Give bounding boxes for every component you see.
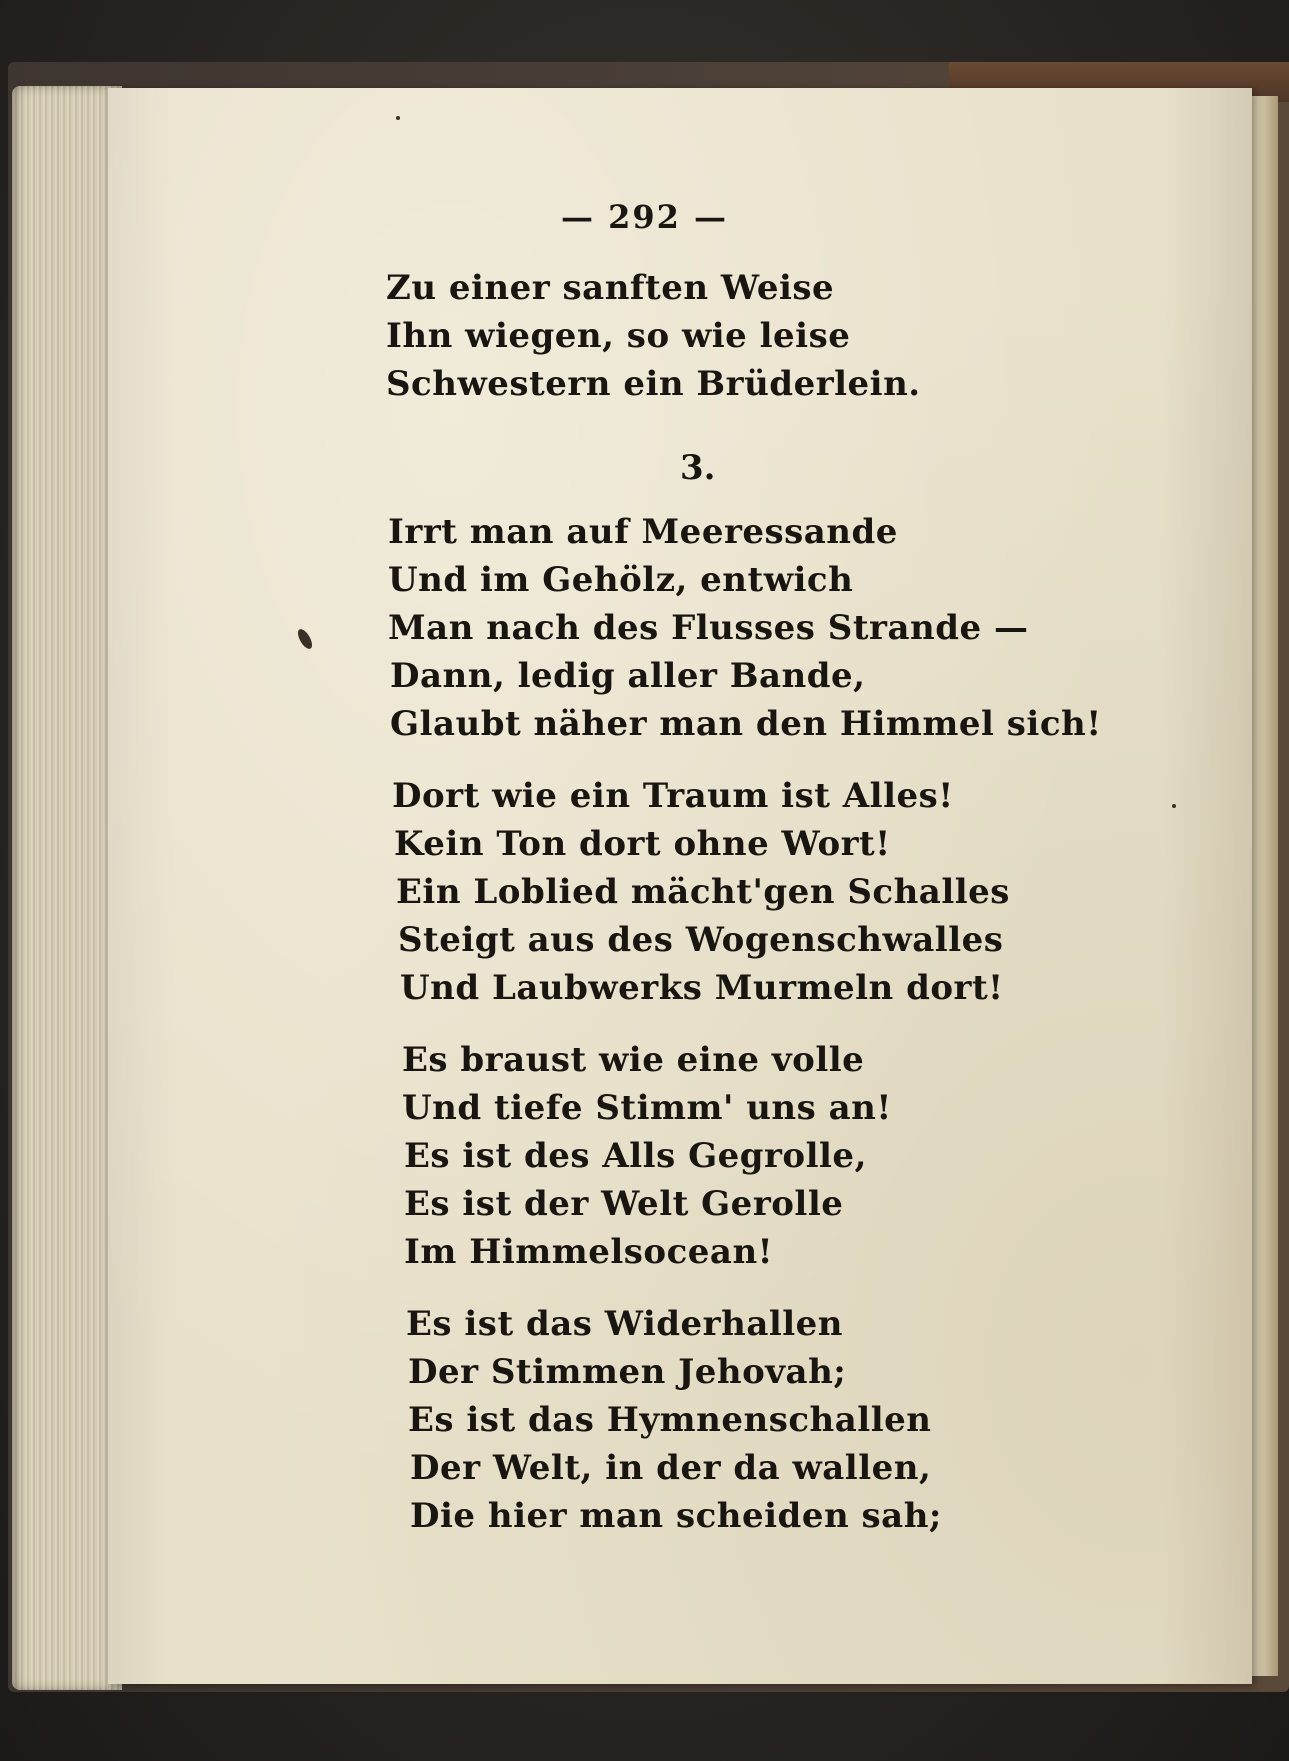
poem-line: Es ist das Widerhallen — [406, 1304, 844, 1344]
poem-line: Schwestern ein Brüderlein. — [386, 364, 921, 404]
poem-line: Man nach des Flusses Strande — — [388, 608, 1029, 648]
paper-blemish — [396, 116, 400, 120]
poem-line: Und tiefe Stimm' uns an! — [402, 1088, 892, 1128]
poem-line: Steigt aus des Wogenschwalles — [398, 920, 1004, 960]
poem-line: Es braust wie eine volle — [402, 1040, 865, 1080]
poem-line: Und Laubwerks Murmeln dort! — [400, 968, 1004, 1008]
poem-line: Ihn wiegen, so wie leise — [386, 316, 851, 356]
poem-line: Zu einer sanften Weise — [386, 268, 835, 308]
paper-blemish — [1172, 804, 1176, 808]
poem-line: Dort wie ein Traum ist Alles! — [392, 776, 954, 816]
poem-line: Der Stimmen Jehovah; — [408, 1352, 847, 1392]
page-number: — 292 — — [560, 198, 729, 236]
poem-line: Im Himmelsocean! — [404, 1232, 774, 1272]
poem-line: Und im Gehölz, entwich — [388, 560, 854, 600]
poem-line: Es ist des Alls Gegrolle, — [404, 1136, 867, 1176]
page-edges — [12, 86, 122, 1690]
poem-line: Ein Loblied mächt'gen Schalles — [396, 872, 1010, 912]
poem-line: Dann, ledig aller Bande, — [390, 656, 866, 696]
section-number: 3. — [680, 448, 716, 488]
poem-line: Glaubt näher man den Himmel sich! — [390, 704, 1102, 744]
poem-line: Die hier man scheiden sah; — [410, 1496, 942, 1536]
poem-line: Irrt man auf Meeressande — [388, 512, 898, 552]
poem-line: Es ist das Hymnenschallen — [408, 1400, 932, 1440]
poem-line: Der Welt, in der da wallen, — [410, 1448, 932, 1488]
poem-line: Es ist der Welt Gerolle — [404, 1184, 844, 1224]
poem-line: Kein Ton dort ohne Wort! — [394, 824, 891, 864]
